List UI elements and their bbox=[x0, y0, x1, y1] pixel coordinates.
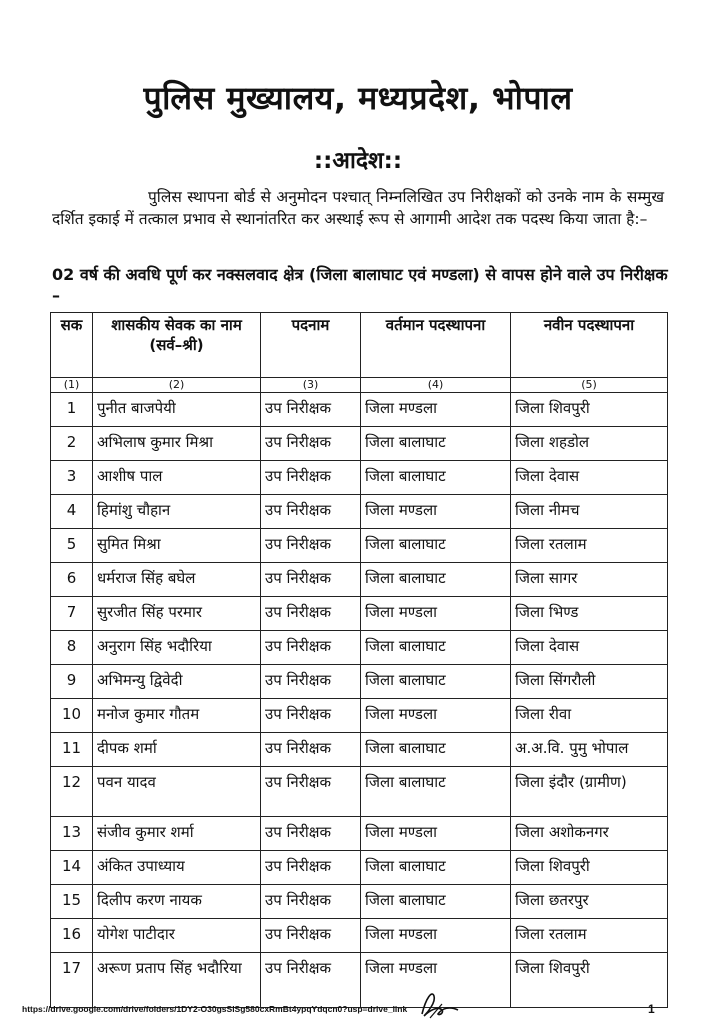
new-posting-cell: जिला शिवपुरी bbox=[511, 851, 668, 885]
designation-cell: उप निरीक्षक bbox=[261, 665, 361, 699]
new-posting-cell: जिला सागर bbox=[511, 563, 668, 597]
table-row bbox=[51, 851, 668, 885]
name-cell: अभिमन्यु द्विवेदी bbox=[93, 665, 261, 699]
designation-cell: उप निरीक्षक bbox=[261, 817, 361, 851]
table-row bbox=[51, 631, 668, 665]
serial-cell: 4 bbox=[51, 495, 93, 529]
new-posting-cell: जिला सिंगरौली bbox=[511, 665, 668, 699]
table-row bbox=[51, 529, 668, 563]
designation-cell: उप निरीक्षक bbox=[261, 563, 361, 597]
name-cell: अनुराग सिंह भदौरिया bbox=[93, 631, 261, 665]
designation-cell: उप निरीक्षक bbox=[261, 851, 361, 885]
header-designation: पदनाम bbox=[261, 313, 361, 378]
col-number: (4) bbox=[361, 378, 511, 393]
new-posting-cell: जिला रतलाम bbox=[511, 529, 668, 563]
table-row bbox=[51, 919, 668, 953]
designation-cell: उप निरीक्षक bbox=[261, 427, 361, 461]
designation-cell: उप निरीक्षक bbox=[261, 699, 361, 733]
table-row bbox=[51, 817, 668, 851]
name-cell: अभिलाष कुमार मिश्रा bbox=[93, 427, 261, 461]
new-posting-cell: जिला अशोकनगर bbox=[511, 817, 668, 851]
current-posting-cell: जिला बालाघाट bbox=[361, 461, 511, 495]
new-posting-cell: जिला शिवपुरी bbox=[511, 393, 668, 427]
designation-cell: उप निरीक्षक bbox=[261, 529, 361, 563]
serial-cell: 16 bbox=[51, 919, 93, 953]
table-row bbox=[51, 597, 668, 631]
current-posting-cell: जिला बालाघाट bbox=[361, 631, 511, 665]
name-cell: पवन यादव bbox=[93, 767, 261, 817]
designation-cell: उप निरीक्षक bbox=[261, 393, 361, 427]
col-number: (5) bbox=[511, 378, 668, 393]
table-row bbox=[51, 953, 668, 1008]
serial-cell: 10 bbox=[51, 699, 93, 733]
table-row bbox=[51, 427, 668, 461]
intro-paragraph: पुलिस स्थापना बोर्ड से अनुमोदन पश्चात् निम्नलिखित उप निरीक्षकों को उनके नाम के सम्मुख दर्शित इकाई में तत्काल प्रभाव से स्थानांतरित कर अस्थाई रूप से आगामी आदेश तक पदस्थ किया जाता है:– bbox=[52, 188, 664, 228]
new-posting-cell: अ.अ.वि. पुमु भोपाल bbox=[511, 733, 668, 767]
serial-cell: 14 bbox=[51, 851, 93, 885]
current-posting-cell: जिला मण्डला bbox=[361, 699, 511, 733]
serial-cell: 1 bbox=[51, 393, 93, 427]
table-row bbox=[51, 393, 668, 427]
name-cell: अंकित उपाध्याय bbox=[93, 851, 261, 885]
serial-cell: 9 bbox=[51, 665, 93, 699]
table-row bbox=[51, 665, 668, 699]
name-cell: योगेश पाटीदार bbox=[93, 919, 261, 953]
table-row bbox=[51, 495, 668, 529]
name-cell: अरूण प्रताप सिंह भदौरिया bbox=[93, 953, 261, 1008]
col-number: (3) bbox=[261, 378, 361, 393]
current-posting-cell: जिला बालाघाट bbox=[361, 851, 511, 885]
serial-cell: 11 bbox=[51, 733, 93, 767]
new-posting-cell: जिला नीमच bbox=[511, 495, 668, 529]
name-cell: दिलीप करण नायक bbox=[93, 885, 261, 919]
header-serial: सक bbox=[51, 313, 93, 378]
order-heading: ::आदेश:: bbox=[313, 148, 403, 174]
serial-cell: 13 bbox=[51, 817, 93, 851]
table-row bbox=[51, 461, 668, 495]
serial-cell: 3 bbox=[51, 461, 93, 495]
signature-mark bbox=[416, 988, 460, 1020]
current-posting-cell: जिला बालाघाट bbox=[361, 885, 511, 919]
table-row bbox=[51, 733, 668, 767]
new-posting-cell: जिला रीवा bbox=[511, 699, 668, 733]
header-name: शासकीय सेवक का नाम (सर्व–श्री) bbox=[93, 313, 261, 378]
current-posting-cell: जिला मण्डला bbox=[361, 817, 511, 851]
designation-cell: उप निरीक्षक bbox=[261, 919, 361, 953]
table-row bbox=[51, 767, 668, 817]
current-posting-cell: जिला बालाघाट bbox=[361, 427, 511, 461]
current-posting-cell: जिला बालाघाट bbox=[361, 563, 511, 597]
new-posting-cell: जिला देवास bbox=[511, 631, 668, 665]
serial-cell: 8 bbox=[51, 631, 93, 665]
table-row bbox=[51, 563, 668, 597]
new-posting-cell: जिला छतरपुर bbox=[511, 885, 668, 919]
column-number-row bbox=[51, 378, 668, 393]
designation-cell: उप निरीक्षक bbox=[261, 495, 361, 529]
current-posting-cell: जिला मण्डला bbox=[361, 953, 511, 1008]
new-posting-cell: जिला रतलाम bbox=[511, 919, 668, 953]
designation-cell: उप निरीक्षक bbox=[261, 733, 361, 767]
designation-cell: उप निरीक्षक bbox=[261, 767, 361, 817]
designation-cell: उप निरीक्षक bbox=[261, 631, 361, 665]
name-cell: सुरजीत सिंह परमार bbox=[93, 597, 261, 631]
serial-cell: 5 bbox=[51, 529, 93, 563]
header-current-posting: वर्तमान पदस्थापना bbox=[361, 313, 511, 378]
serial-cell: 7 bbox=[51, 597, 93, 631]
table-row bbox=[51, 699, 668, 733]
serial-cell: 17 bbox=[51, 953, 93, 1008]
new-posting-cell: जिला शिवपुरी bbox=[511, 953, 668, 1008]
name-cell: हिमांशु चौहान bbox=[93, 495, 261, 529]
page-title: पुलिस मुख्यालय, मध्यप्रदेश, भोपाल bbox=[143, 79, 573, 117]
name-cell: पुनीत बाजपेयी bbox=[93, 393, 261, 427]
current-posting-cell: जिला बालाघाट bbox=[361, 665, 511, 699]
col-number: (1) bbox=[51, 378, 93, 393]
current-posting-cell: जिला बालाघाट bbox=[361, 529, 511, 563]
name-cell: सुमित मिश्रा bbox=[93, 529, 261, 563]
designation-cell: उप निरीक्षक bbox=[261, 885, 361, 919]
new-posting-cell: जिला शहडोल bbox=[511, 427, 668, 461]
current-posting-cell: जिला मण्डला bbox=[361, 495, 511, 529]
serial-cell: 15 bbox=[51, 885, 93, 919]
header-new-posting: नवीन पदस्थापना bbox=[511, 313, 668, 378]
name-cell: दीपक शर्मा bbox=[93, 733, 261, 767]
designation-cell: उप निरीक्षक bbox=[261, 953, 361, 1008]
serial-cell: 2 bbox=[51, 427, 93, 461]
current-posting-cell: जिला बालाघाट bbox=[361, 767, 511, 817]
current-posting-cell: जिला बालाघाट bbox=[361, 733, 511, 767]
designation-cell: उप निरीक्षक bbox=[261, 461, 361, 495]
designation-cell: उप निरीक्षक bbox=[261, 597, 361, 631]
new-posting-cell: जिला देवास bbox=[511, 461, 668, 495]
name-cell: मनोज कुमार गौतम bbox=[93, 699, 261, 733]
transfer-table bbox=[50, 312, 668, 1008]
page-number: 1 bbox=[648, 1002, 655, 1016]
current-posting-cell: जिला मण्डला bbox=[361, 597, 511, 631]
serial-cell: 6 bbox=[51, 563, 93, 597]
current-posting-cell: जिला मण्डला bbox=[361, 919, 511, 953]
col-number: (2) bbox=[93, 378, 261, 393]
section-heading: 02 वर्ष की अवधि पूर्ण कर नक्सलवाद क्षेत्र (जिला बालाघाट एवं मण्डला) से वापस होने वाले उप निरीक्षक – bbox=[52, 265, 668, 305]
table-header-row bbox=[51, 313, 668, 378]
table-row bbox=[51, 885, 668, 919]
new-posting-cell: जिला इंदौर (ग्रामीण) bbox=[511, 767, 668, 817]
current-posting-cell: जिला मण्डला bbox=[361, 393, 511, 427]
name-cell: धर्मराज सिंह बघेल bbox=[93, 563, 261, 597]
drive-link[interactable]: https://drive.google.com/drive/folders/1DY2-O30gsSlSg580cxRmBt4ypqYdqcn0?usp=drive_link bbox=[22, 1004, 408, 1014]
serial-cell: 12 bbox=[51, 767, 93, 817]
name-cell: संजीव कुमार शर्मा bbox=[93, 817, 261, 851]
new-posting-cell: जिला भिण्ड bbox=[511, 597, 668, 631]
name-cell: आशीष पाल bbox=[93, 461, 261, 495]
